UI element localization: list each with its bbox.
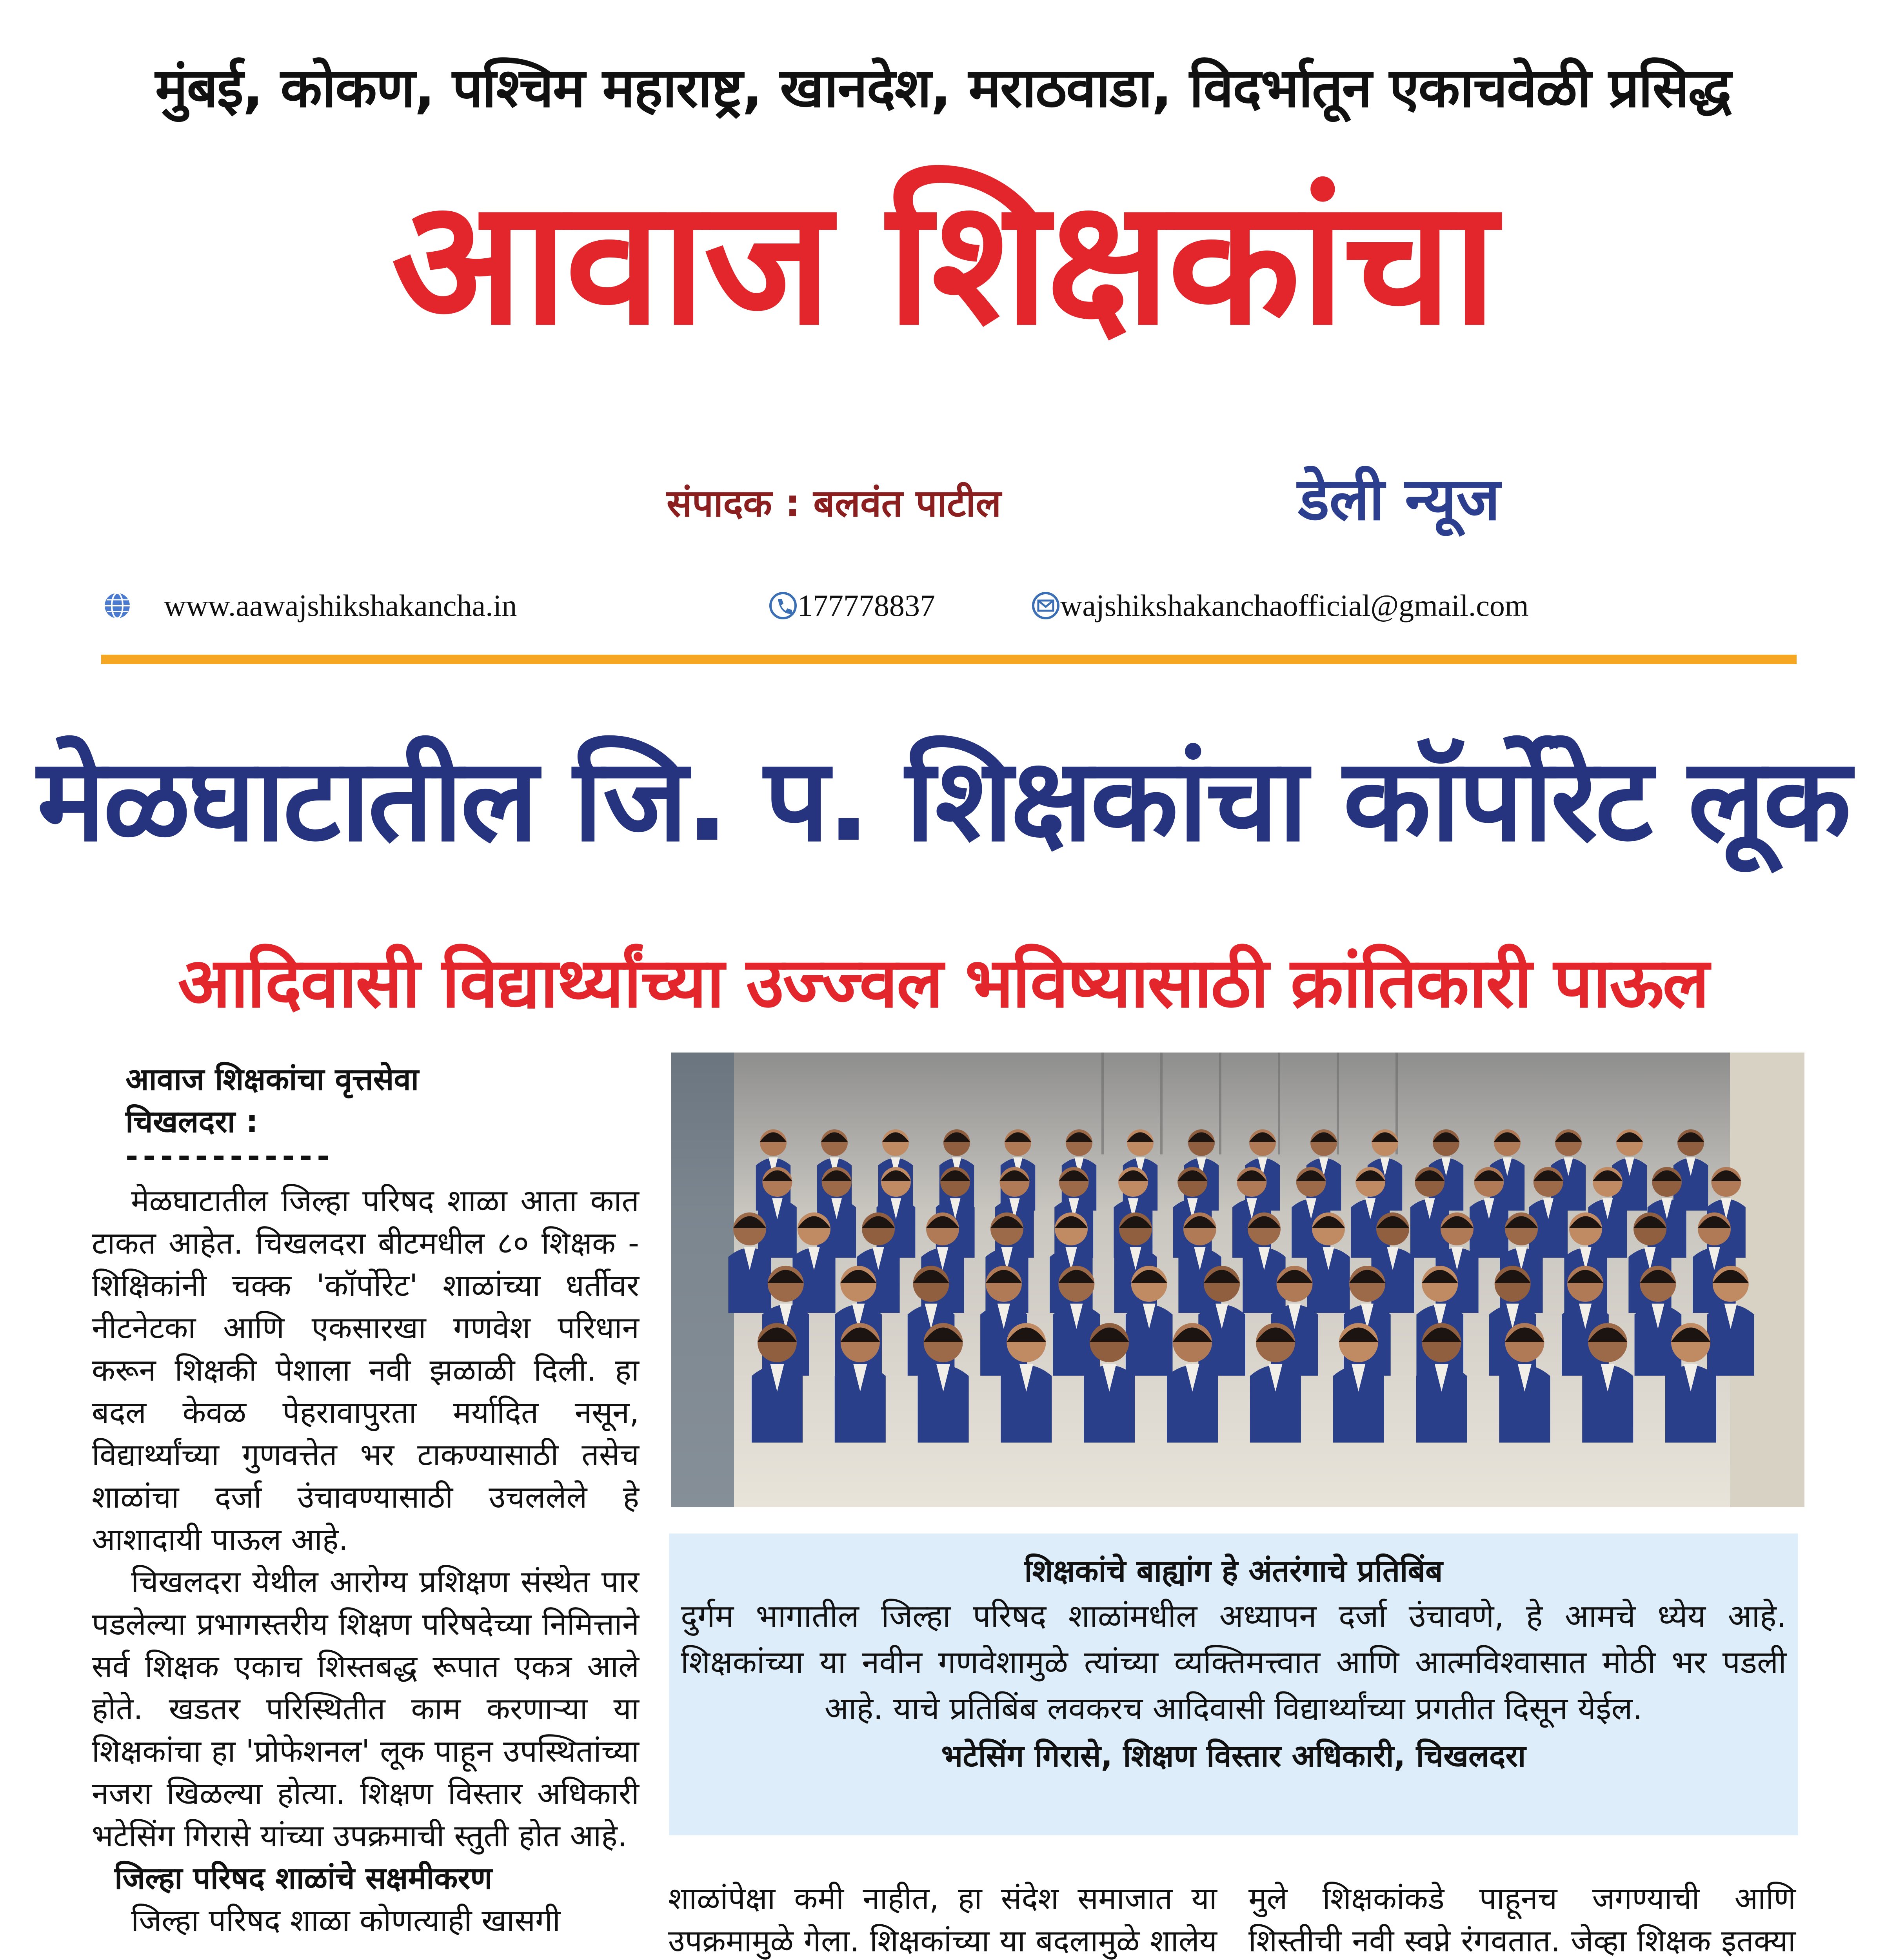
byline-separator: ------------: [125, 1139, 334, 1174]
email-contact[interactable]: [1031, 588, 1529, 623]
tagline: मुंबई, कोकण, पश्चिम महाराष्ट्र, खानदेश, मराठवाडा, विदर्भातून एकाचवेळी प्रसिद्ध: [155, 56, 1731, 120]
quote-attribution: भटेसिंग गिरासे, शिक्षण विस्तार अधिकारी, चिखलदरा: [941, 1739, 1526, 1774]
mail-icon: [1031, 591, 1060, 620]
article-subheadline: आदिवासी विद्यार्थ्यांच्या उज्ज्वल भविष्यासाठी क्रांतिकारी पाऊल: [178, 943, 1708, 1023]
article-column-1: [92, 1180, 639, 1942]
editor-credit: संपादक : बलवंत पाटील: [667, 481, 1001, 525]
email-text: wajshikshakanchaofficial@gmail.com: [1060, 588, 1529, 622]
quote-title: शिक्षकांचे बाह्यांग हे अंतरंगाचे प्रतिबिंब: [1024, 1553, 1443, 1589]
phone-text: 177778837: [798, 588, 935, 622]
paragraph-3-continued: शाळांपेक्षा कमी नाहीत, हा संदेश समाजात या उपक्रमामुळे गेला. शिक्षकांच्या या बदलामुळे शालेय: [668, 1881, 1217, 1959]
byline-place: चिखलदरा :: [125, 1104, 258, 1140]
header-divider: [101, 655, 1797, 664]
quote-box: [669, 1534, 1798, 1835]
group-photo: [671, 1053, 1804, 1507]
article-column-2: [668, 1878, 1217, 1960]
byline-source: आवाज शिक्षकांचा वृत्तसेवा: [125, 1062, 419, 1097]
masthead-title: आवाज शिक्षकांचा: [391, 162, 1495, 363]
phone-icon: [769, 591, 798, 620]
byline: [125, 1058, 419, 1143]
paragraph-1: मेळघाटातील जिल्हा परिषद शाळा आता कात टाकत आहेत. चिखलदरा बीटमधील ८० शिक्षक - शिक्षिकांनी चक्क 'कॉर्पोरेट' शाळांच्या धर्तीवर नीटनेटका आणि एकसारखा गणवेश परिधान करून शिक्षकी पेशाला नवी झळाळी दिली. हा बदल केवळ पेहरावापुरता मर्यादित नसून, विद्यार्थ्यांच्या गुणवत्तेत भर टाकण्यासाठी तसेच शाळांचा दर्जा उंचावण्यासाठी उचललेले हे आशादायी पाऊल आहे.: [92, 1183, 639, 1557]
phone-contact[interactable]: [769, 588, 935, 623]
paragraph-3-start: जिल्हा परिषद शाळा कोणत्याही खासगी: [131, 1903, 561, 1938]
website-contact[interactable]: [103, 588, 517, 623]
quote-body: दुर्गम भागातील जिल्हा परिषद शाळांमधील अध्यापन दर्जा उंचावणे, हे आमचे ध्येय आहे. शिक्षकांच्या या नवीन गणवेशामुळे त्यांच्या व्यक्तिमत्त्वात आणि आत्मविश्वासात मोठी भर पडली आहे. याचे प्रतिबिंब लवकरच आदिवासी विद्यार्थ्यांच्या प्रगतीत दिसून येईल.: [681, 1598, 1786, 1727]
paragraph-2: चिखलदरा येथील आरोग्य प्रशिक्षण संस्थेत पार पडलेल्या प्रभागस्तरीय शिक्षण परिषदेच्या निमित्ताने सर्व शिक्षक एकाच शिस्तबद्ध रूपात एकत्र आले होते. खडतर परिस्थितीत काम करणाऱ्या या शिक्षकांचा हा 'प्रोफेशनल' लूक पाहून उपस्थितांच्या नजरा खिळल्या होत्या. शिक्षण विस्तार अधिकारी भटेसिंग गिरासे यांच्या उपक्रमाची स्तुती होत आहे.: [92, 1564, 639, 1854]
globe-icon: [103, 591, 132, 620]
website-text: www.aawajshikshakancha.in: [164, 588, 517, 622]
edition-label: डेली न्यूज: [1298, 465, 1500, 534]
article-column-3: [1248, 1878, 1796, 1960]
article-headline: मेळघाटातील जि. प. शिक्षकांचा कॉर्पोरेट लूक: [37, 733, 1849, 867]
paragraph-4-continued: मुले शिक्षकांकडे पाहूनच जगण्याची आणि शिस्तीची नवी स्वप्ने रंगवतात. जेव्हा शिक्षक इतक्या: [1248, 1881, 1796, 1959]
subheading-empowerment: जिल्हा परिषद शाळांचे सक्षमीकरण: [114, 1861, 492, 1896]
